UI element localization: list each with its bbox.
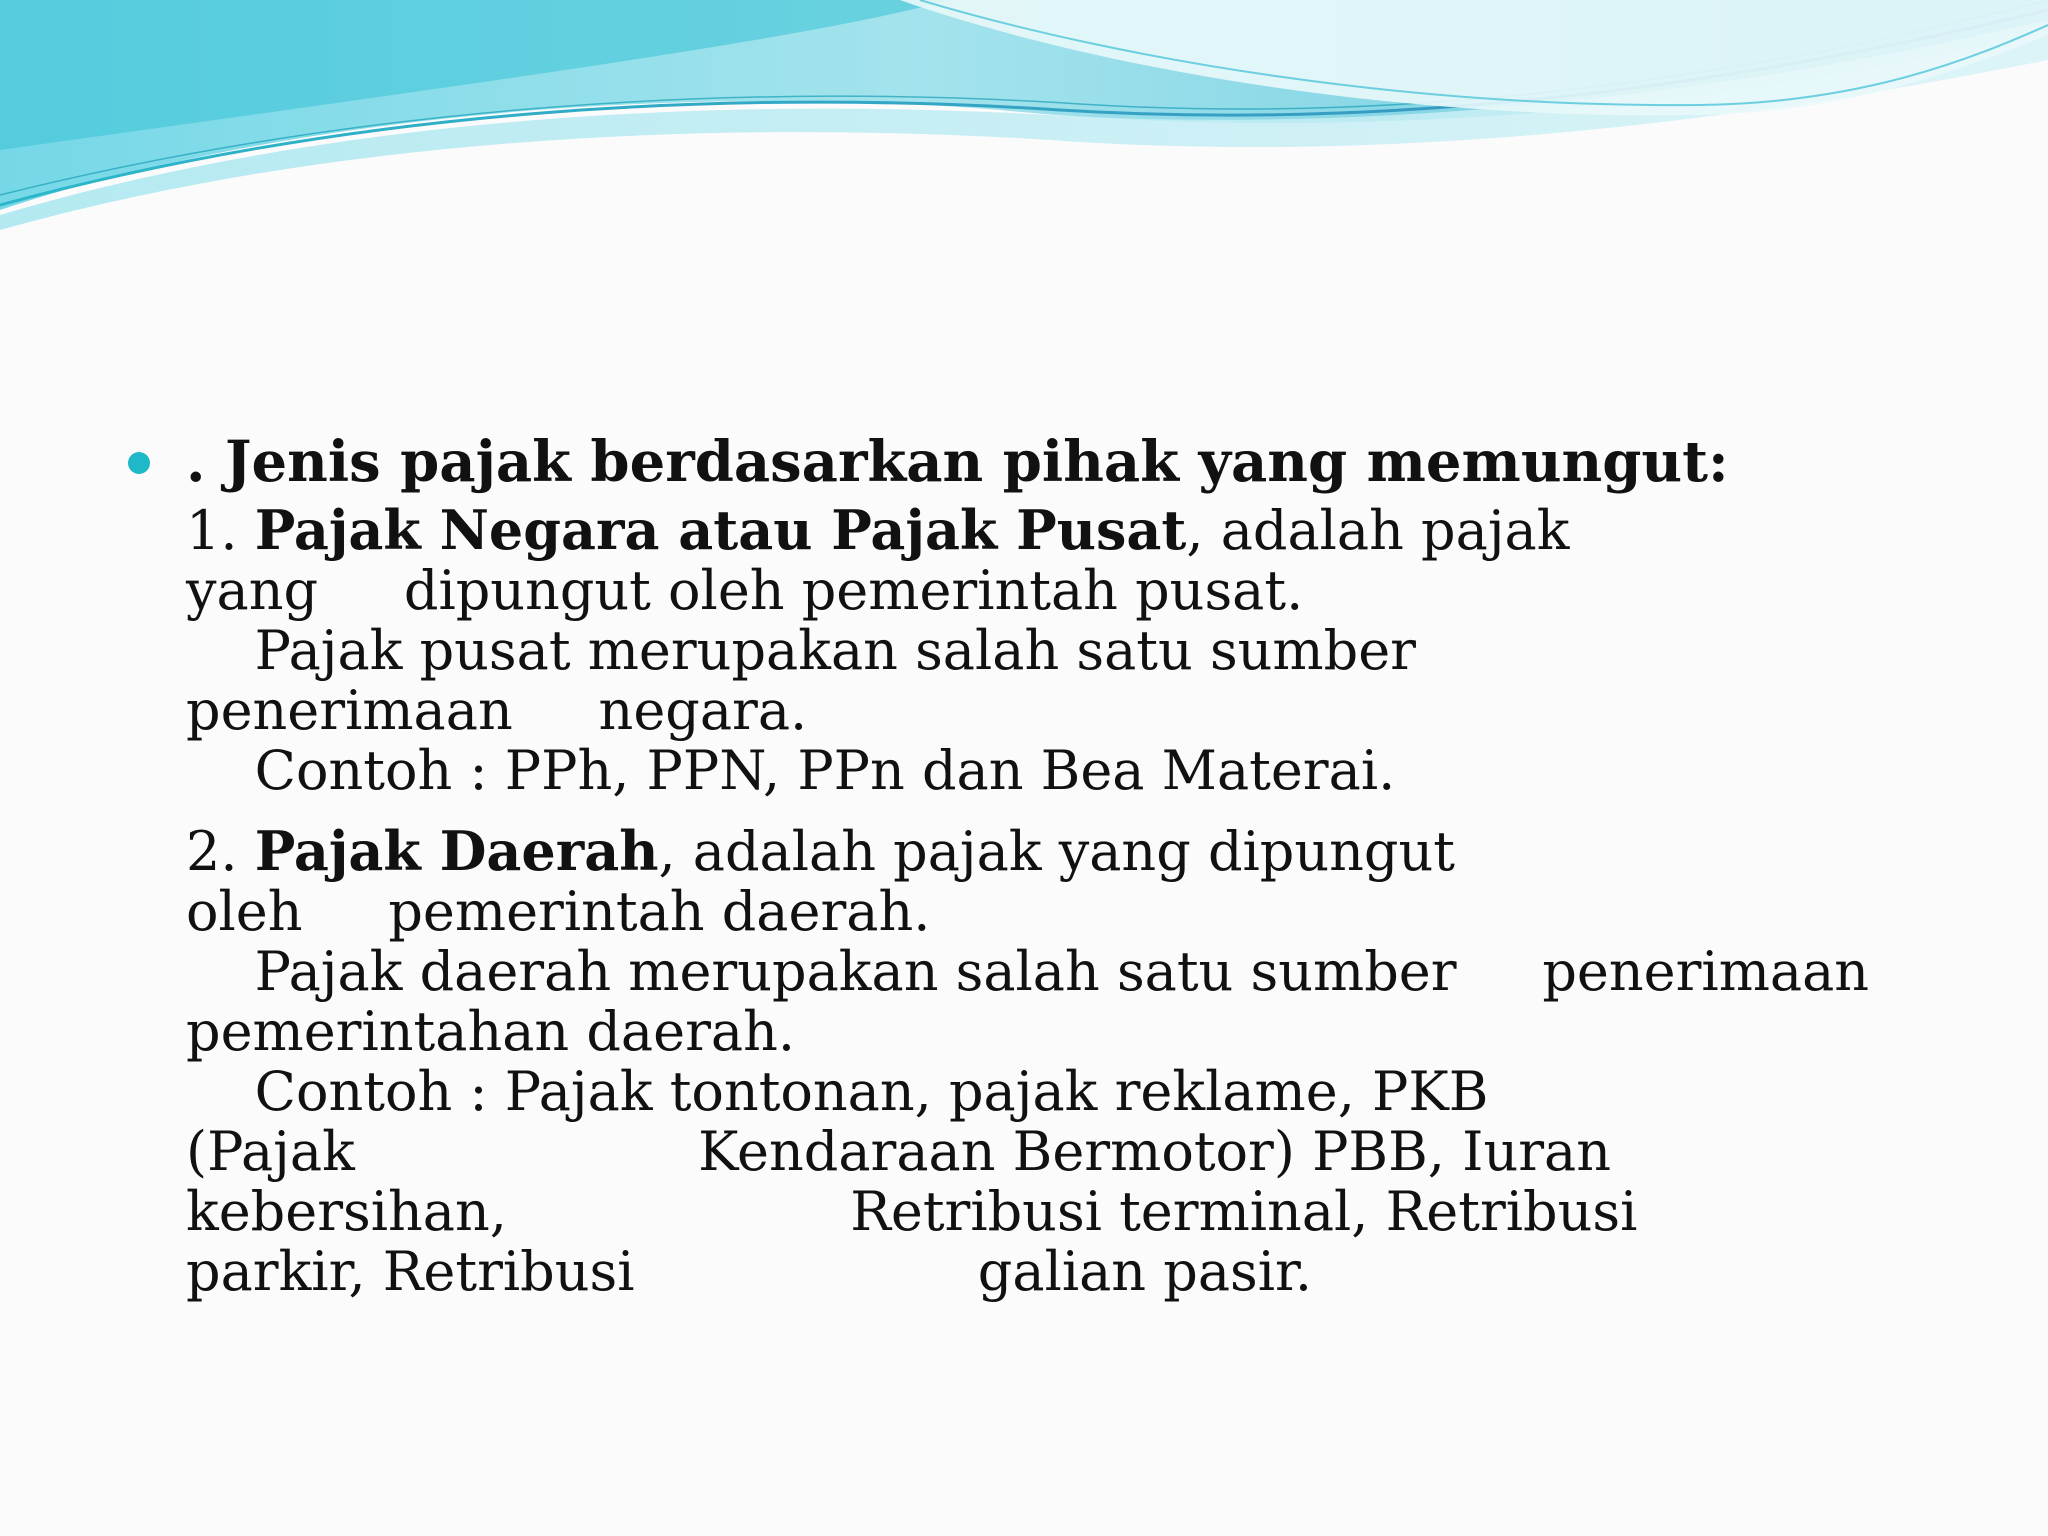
item1-line5: Contoh : PPh, PPN, PPn dan Bea Materai. — [186, 739, 1396, 802]
item2-line7: kebersihan, Retribusi terminal, Retribusi — [186, 1180, 1638, 1243]
slide-body — [128, 430, 1948, 1302]
item-pajak-negara — [128, 500, 1948, 801]
item2-term: Pajak Daerah — [254, 819, 659, 883]
item2-line4: pemerintahan daerah. — [186, 1000, 796, 1063]
item2-rest: , adalah pajak yang dipungut — [658, 820, 1455, 883]
item2-number: 2. — [186, 820, 255, 883]
item2-line6: (Pajak Kendaraan Bermotor) PBB, Iuran — [186, 1120, 1612, 1183]
item1-line1 — [186, 500, 1948, 561]
item1-term: Pajak Negara atau Pajak Pusat — [254, 498, 1187, 562]
item1-line3: Pajak pusat merupakan salah satu sumber — [186, 619, 1416, 682]
item2-line2: oleh pemerintah daerah. — [186, 880, 931, 943]
item2-line8: parkir, Retribusi galian pasir. — [186, 1240, 1313, 1303]
header-wave-decoration — [0, 0, 2048, 260]
item1-line4: penerimaan negara. — [186, 679, 808, 742]
item1-rest: , adalah pajak — [1186, 499, 1570, 562]
item1-number: 1. — [186, 499, 255, 562]
heading-text: . Jenis pajak berdasarkan pihak yang memungut: — [186, 429, 1729, 495]
item-pajak-daerah — [128, 821, 1948, 1302]
item2-line1 — [186, 821, 1948, 882]
bullet-dot-icon — [128, 452, 150, 474]
item2-line5: Contoh : Pajak tontonan, pajak reklame, PKB — [186, 1060, 1489, 1123]
item-spacer — [128, 801, 1948, 815]
item2-line3: Pajak daerah merupakan salah satu sumber penerimaan — [186, 940, 1870, 1003]
item1-line2: yang dipungut oleh pemerintah pusat. — [186, 559, 1304, 622]
bullet-heading — [128, 430, 1948, 494]
